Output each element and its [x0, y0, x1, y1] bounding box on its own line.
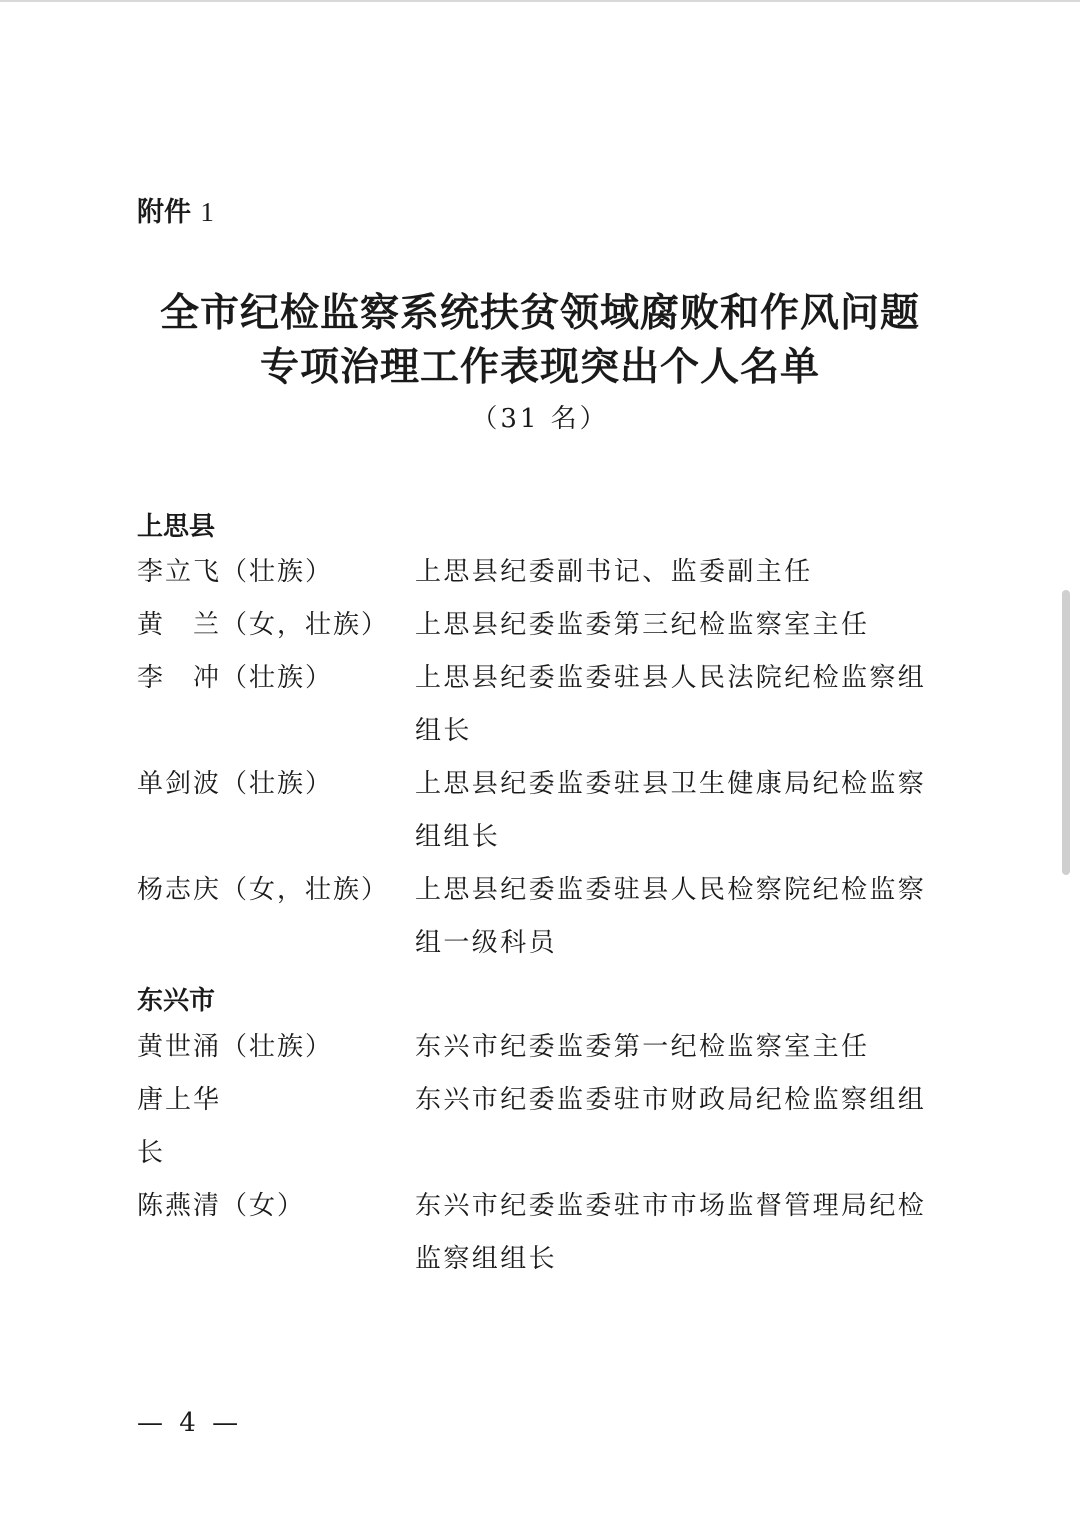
- person-name: 陈燕清（女）: [137, 1191, 306, 1221]
- person-role: 东兴市纪委监委驻市市场监督管理局纪检监察组组长: [415, 1191, 927, 1274]
- person-role: 上思县纪委监委驻县人民检察院纪检监察组一级科员: [415, 875, 927, 958]
- section-heading-shangsi: 上思县: [137, 512, 216, 542]
- person-role: 上思县纪委监委驻县卫生健康局纪检监察组组长: [415, 769, 927, 852]
- person-role: 东兴市纪委监委驻市财政局纪检监察组组: [415, 1085, 927, 1115]
- person-name: 杨志庆（女，壮族）: [137, 875, 390, 905]
- page-number: — 4 —: [137, 1408, 243, 1438]
- title-line-1: 全市纪检监察系统扶贫领域腐败和作风问题: [159, 290, 920, 336]
- attachment-label: [137, 190, 214, 229]
- person-role: 上思县纪委监委驻县人民法院纪检监察组组长: [415, 663, 927, 746]
- attachment-text: 附件: [137, 197, 191, 228]
- count-label: （31 名）: [471, 404, 609, 434]
- person-name: 黄 兰（女，壮族）: [137, 610, 390, 640]
- person-role: 上思县纪委副书记、监委副主任: [415, 557, 813, 587]
- person-name-overflow: 长: [137, 1138, 166, 1168]
- top-edge-line: [0, 0, 1080, 2]
- person-name: 唐上华: [137, 1085, 222, 1115]
- person-name: 李 冲（壮族）: [137, 663, 334, 693]
- person-role: 东兴市纪委监委第一纪检监察室主任: [415, 1032, 870, 1062]
- attachment-number: 1: [200, 197, 214, 227]
- person-name: 黄世涌（壮族）: [137, 1032, 334, 1062]
- title-line-2: 专项治理工作表现突出个人名单: [259, 344, 820, 390]
- person-role: 上思县纪委监委第三纪检监察室主任: [415, 610, 870, 640]
- section-heading-dongxing: 东兴市: [137, 986, 216, 1016]
- person-name: 单剑波（壮族）: [137, 769, 334, 799]
- person-name: 李立飞（壮族）: [137, 557, 334, 587]
- scrollbar-thumb[interactable]: [1062, 590, 1070, 875]
